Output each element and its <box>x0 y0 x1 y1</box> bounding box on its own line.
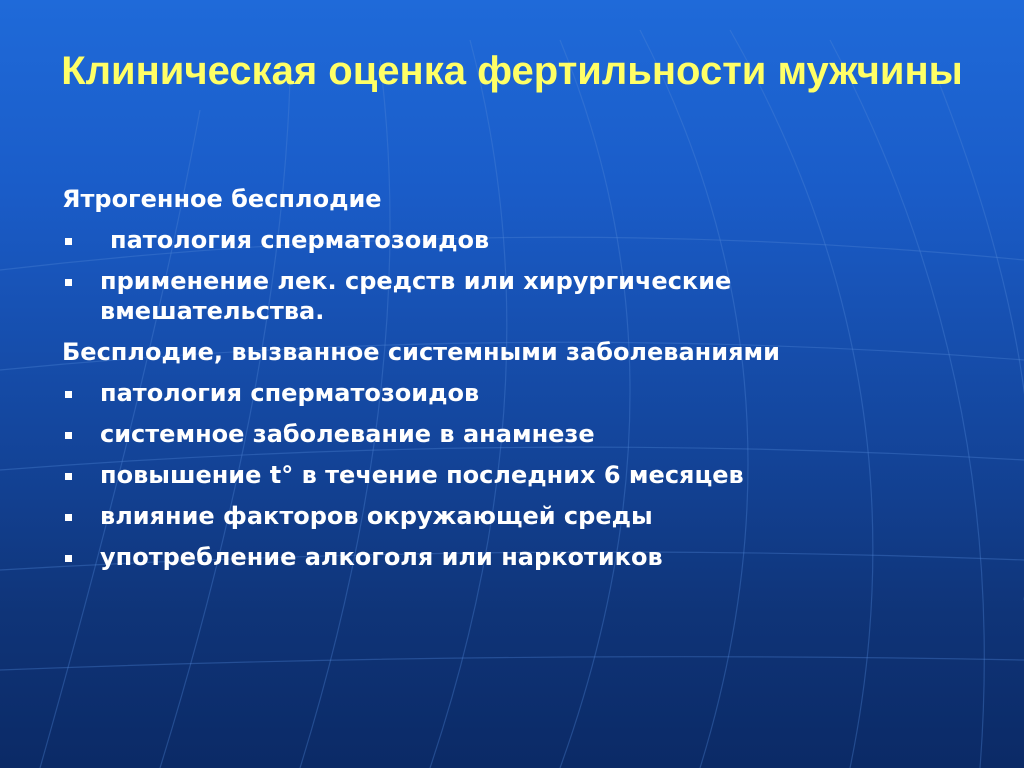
list-item-text: патология сперматозоидов <box>100 379 480 407</box>
list-item-text: употребление алкоголя или наркотиков <box>100 543 663 571</box>
square-bullet-icon <box>65 279 72 286</box>
square-bullet-icon <box>65 514 72 521</box>
square-bullet-icon <box>65 473 72 480</box>
square-bullet-icon <box>65 238 72 245</box>
list-item <box>62 266 962 326</box>
list-item-text: патология сперматозоидов <box>110 226 490 254</box>
slide-body <box>62 184 962 583</box>
list-item <box>62 225 962 255</box>
list-item <box>62 378 962 408</box>
list-item <box>62 419 962 449</box>
list-item <box>62 542 962 572</box>
list-item-text: системное заболевание в анамнезе <box>100 420 595 448</box>
list-item-text: повышение t° в течение последних 6 месяцев <box>100 461 744 489</box>
square-bullet-icon <box>65 432 72 439</box>
list-item <box>62 501 962 531</box>
slide-title: Клиническая оценка фертильности мужчины <box>61 49 963 93</box>
section-heading-systemic: Бесплодие, вызванное системными заболеваниями <box>62 338 780 366</box>
list-item <box>62 460 962 490</box>
square-bullet-icon <box>65 391 72 398</box>
square-bullet-icon <box>65 555 72 562</box>
section-heading-iatrogenic: Ятрогенное бесплодие <box>62 185 382 213</box>
list-item-text: влияние факторов окружающей среды <box>100 502 653 530</box>
list-item-text: применение лек. средств или хирургические вмешательства. <box>100 267 732 325</box>
